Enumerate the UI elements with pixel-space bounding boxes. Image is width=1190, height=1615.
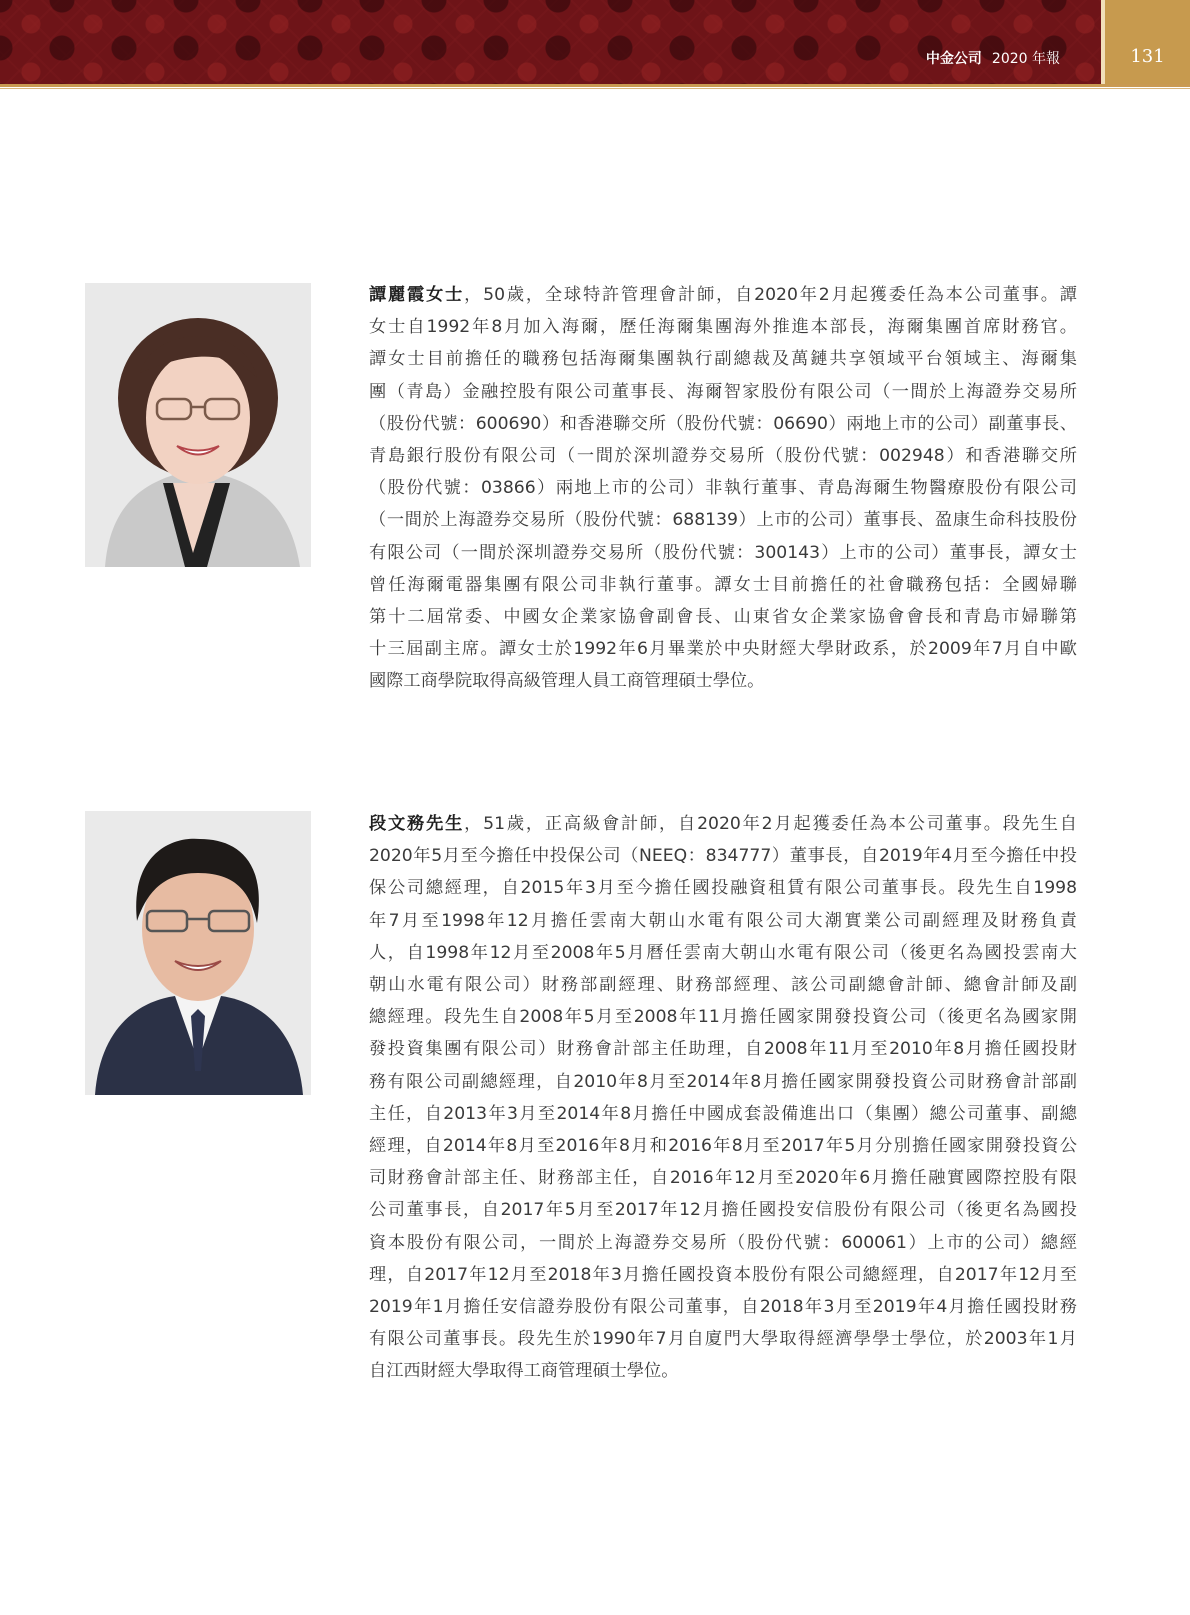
- director-photo-1: [85, 283, 311, 567]
- running-header: [926, 48, 1060, 68]
- page-number: 131: [1130, 46, 1165, 67]
- header-divider: [0, 84, 1190, 87]
- director-photo-2: [85, 811, 311, 1095]
- report-title: 2020 年報: [991, 51, 1060, 67]
- header-banner: [0, 0, 1190, 84]
- director-name-2: 段文務先生: [369, 814, 465, 834]
- header-divider-thin: [0, 88, 1190, 89]
- director-bio-2: 段文務先生，51歲，正高級會計師，自2020年2月起獲委任為本公司董事。段先生自 2020年5月至今擔任中投保公司（NEEQ：834777）董事長，自2019年4月至今擔任中投 保公司總經理，自2015年3月至今擔任國投融資租賃有限公司董事長。段先生自1998 年7月至1998年12月擔任雲南大朝山水電有限公司大潮實業公司副經理及財務負責 人，自1998年12月至2008年5月曆任雲南大朝山水電有限公司（後更名為國投雲南大 朝山水電有限公司）財務部副經理、財務部經理、該公司副總會計師、總會計師及副 總經理。段先生自2008年5月至2008年11月擔任國家開發投資公司（後更名為國家開 發投資集團有限公司）財務會計部主任助理，自2008年11月至2010年8月擔任國投財 務有限公司副總經理，自2010年8月至2014年8月擔任國家開發投資公司財務會計部副 主任，自2013年3月至2014年8月擔任中國成套設備進出口（集團）總公司董事、副總 經理，自2014年8月至2016年8月和2016年8月至2017年5月分別擔任國家開發投資公 司財務會計部主任、財務部主任，自2016年12月至2020年6月擔任融實國際控股有限 公司董事長，自2017年5月至2017年12月擔任國投安信股份有限公司（後更名為國投 資本股份有限公司，一間於上海證券交易所（股份代號：600061）上市的公司）總經 理，自2017年12月至2018年3月擔任國投資本股份有限公司總經理，自2017年12月至 2019年1月擔任安信證券股份有限公司董事，自2018年3月至2019年4月擔任國投財務 有限公司董事長。段先生於1990年7月自廈門大學取得經濟學學士學位，於2003年1月 自江西財經大學取得工商管理碩士學位。: [369, 814, 1077, 1382]
- company-name: 中金公司: [925, 51, 982, 67]
- page-number-box: [1101, 0, 1190, 84]
- director-name-1: 譚麗霞女士: [369, 285, 465, 305]
- director-bio-1: 譚麗霞女士，50歲，全球特許管理會計師，自2020年2月起獲委任為本公司董事。譚 女士自1992年8月加入海爾，歷任海爾集團海外推進本部長，海爾集團首席財務官。 譚女士目前擔任的職務包括海爾集團執行副總裁及萬鏈共享領域平台領域主、海爾集 團（青島）金融控股有限公司董事長、海爾智家股份有限公司（一間於上海證券交易所 （股份代號：600690）和香港聯交所（股份代號：06690）兩地上市的公司）副董事長、 青島銀行股份有限公司（一間於深圳證券交易所（股份代號：002948）和香港聯交所 （股份代號：03866）兩地上市的公司）非執行董事、青島海爾生物醫療股份有限公司 （一間於上海證券交易所（股份代號：688139）上市的公司）董事長、盈康生命科技股份 有限公司（一間於深圳證券交易所（股份代號：300143）上市的公司）董事長，譚女士 曾任海爾電器集團有限公司非執行董事。譚女士目前擔任的社會職務包括：全國婦聯 第十二屆常委、中國女企業家協會副會長、山東省女企業家協會會長和青島市婦聯第 十三屆副主席。譚女士於1992年6月畢業於中央財經大學財政系，於2009年7月自中歐 國際工商學院取得高級管理人員工商管理碩士學位。: [369, 285, 1077, 692]
